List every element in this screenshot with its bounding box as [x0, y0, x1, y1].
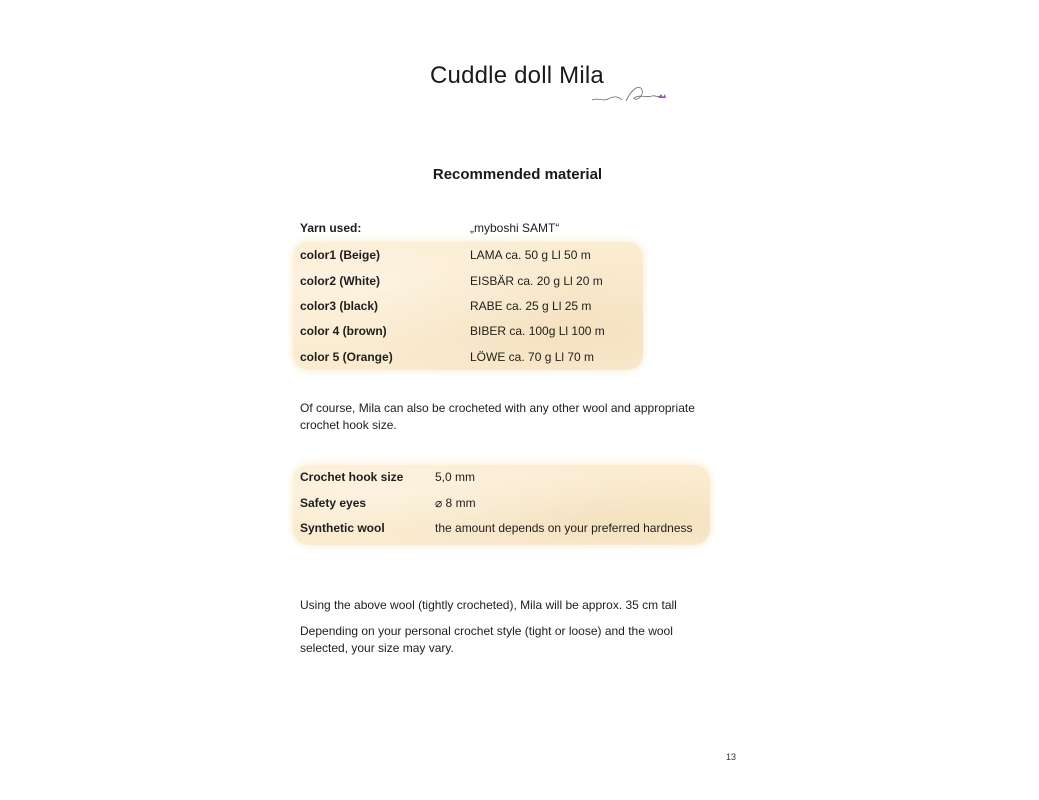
size-note: Using the above wool (tightly crocheted), Mila will be approx. 35 cm tall: [300, 598, 677, 612]
color-value: RABE ca. 25 g Ll 25 m: [470, 299, 592, 313]
supply-value: ⌀ 8 mm: [435, 496, 476, 510]
yarn-used-label: Yarn used:: [300, 221, 362, 235]
page-number: 13: [726, 752, 737, 762]
color-label: color 4 (brown): [300, 324, 387, 338]
supply-value: 5,0 mm: [435, 470, 476, 484]
signature-logo: [588, 80, 668, 106]
page-title: Cuddle doll Mila: [430, 62, 604, 89]
color-value: LÖWE ca. 70 g Ll 70 m: [470, 350, 595, 364]
section-heading: Recommended material: [432, 166, 603, 183]
supply-label: Safety eyes: [300, 496, 367, 510]
color-value: EISBÄR ca. 20 g Ll 20 m: [470, 274, 603, 288]
color-value: BIBER ca. 100g Ll 100 m: [470, 324, 605, 338]
supplies-panel: [293, 465, 710, 545]
yarn-colors-panel: [293, 242, 643, 370]
color-label: color3 (black): [300, 299, 379, 313]
color-label: color1 (Beige): [300, 248, 381, 262]
other-wool-note: Of course, Mila can also be crocheted with any other wool and appropriate crochet hook size.: [300, 401, 695, 432]
color-value: LAMA ca. 50 g Ll 50 m: [470, 248, 591, 262]
supply-label: Crochet hook size: [300, 470, 404, 484]
supply-label: Synthetic wool: [300, 521, 385, 535]
yarn-used-value: „myboshi SAMT“: [470, 221, 560, 235]
color-label: color 5 (Orange): [300, 350, 393, 364]
color-label: color2 (White): [300, 274, 380, 288]
variation-note: Depending on your personal crochet style (tight or loose) and the wool selected, your size may vary.: [300, 624, 673, 655]
supply-value: the amount depends on your preferred hardness: [435, 521, 693, 535]
